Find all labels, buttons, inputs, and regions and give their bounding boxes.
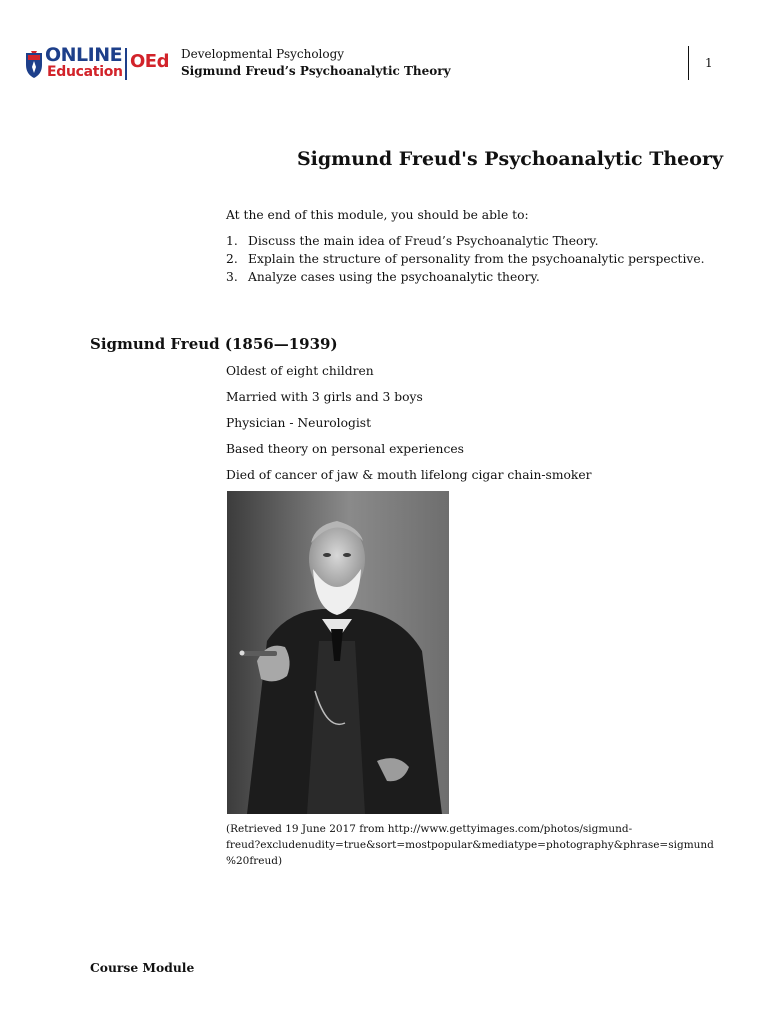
section-heading: Sigmund Freud (1856—1939): [90, 335, 338, 353]
online-education-logo: [24, 46, 174, 84]
logo-divider: [125, 48, 127, 80]
objective-number: 1.: [226, 234, 238, 248]
facts-list: [226, 362, 592, 492]
objectives-list: [226, 232, 705, 286]
fact-item: Based theory on personal experiences: [226, 442, 464, 456]
footer-label: Course Module: [90, 960, 195, 975]
shield-icon: [24, 49, 44, 79]
header-course-name: Developmental Psychology: [181, 47, 345, 61]
header-divider: [688, 46, 689, 80]
image-caption: [226, 821, 714, 869]
objective-number: 3.: [226, 270, 238, 284]
header-module-title: Sigmund Freud’s Psychoanalytic Theory: [181, 64, 451, 78]
document-title: Sigmund Freud's Psychoanalytic Theory: [296, 148, 723, 170]
caption-line: (Retrieved 19 June 2017 from http://www.gettyimages.com/photos/sigmund-: [226, 823, 633, 835]
fact-item: Physician - Neurologist: [226, 416, 372, 430]
fact-item: Oldest of eight children: [226, 364, 374, 378]
fact-item: Died of cancer of jaw & mouth lifelong cigar chain-smoker: [226, 468, 592, 482]
objectives-intro: At the end of this module, you should be able to:: [226, 208, 529, 222]
objective-text: Explain the structure of personality from the psychoanalytic perspective.: [248, 252, 705, 266]
portrait-photo: [227, 491, 449, 814]
logo-text-education: Education: [47, 64, 123, 80]
objective-number: 2.: [226, 252, 238, 266]
objective-item: [226, 268, 705, 286]
caption-line: %20freud): [226, 855, 283, 867]
objective-text: Discuss the main idea of Freud’s Psychoanalytic Theory.: [248, 234, 599, 248]
page-number: 1: [705, 56, 713, 70]
objective-text: Analyze cases using the psychoanalytic theory.: [248, 270, 540, 284]
objective-item: [226, 232, 705, 250]
logo-mark-oed: OEd: [130, 51, 169, 72]
caption-line: freud?excludenudity=true&sort=mostpopular&mediatype=photography&phrase=sigmund: [226, 839, 714, 851]
fact-item: Married with 3 girls and 3 boys: [226, 390, 423, 404]
logo-text-online: ONLINE: [45, 44, 123, 66]
objective-item: [226, 250, 705, 268]
